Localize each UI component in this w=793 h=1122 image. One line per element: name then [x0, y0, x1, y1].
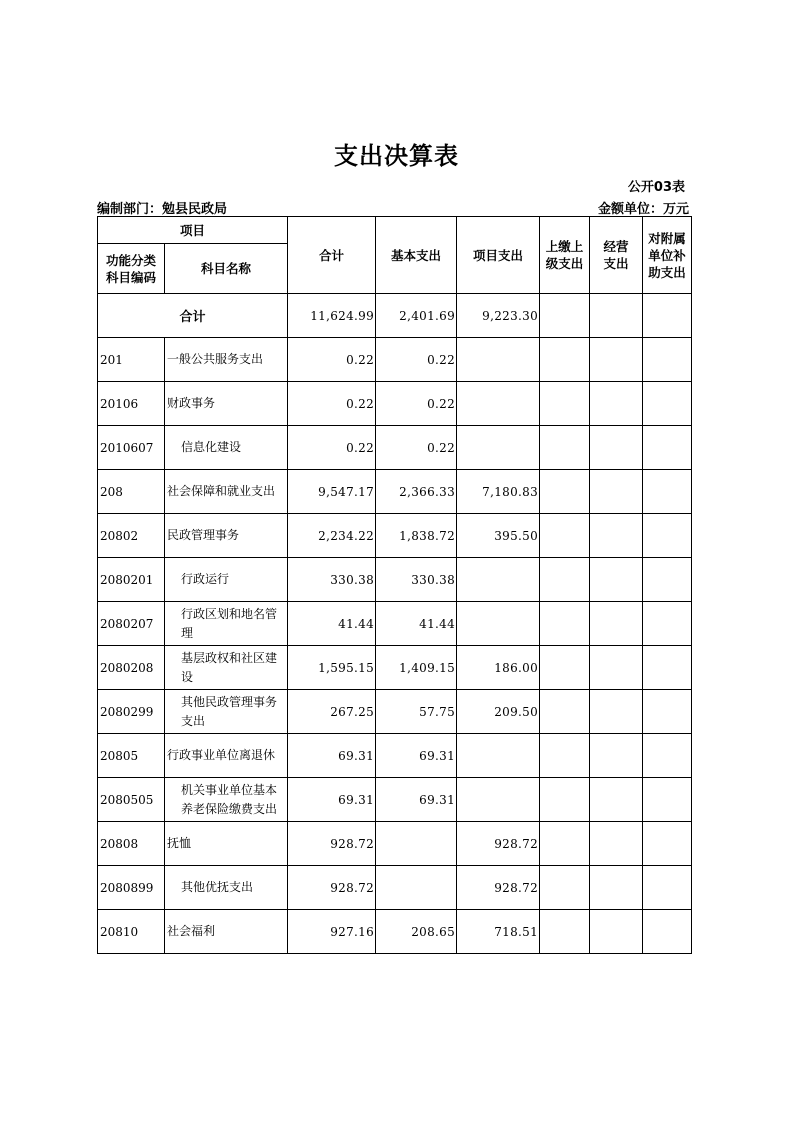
table-row [98, 822, 692, 866]
row-upper [540, 514, 590, 558]
row-total: 41.44 [288, 602, 376, 646]
header-subsidy: 对附属单位补助支出 [643, 217, 692, 294]
row-upper [540, 690, 590, 734]
department-label: 编制部门：勉县民政局 [97, 202, 228, 217]
header-upper: 上缴上级支出 [540, 217, 590, 294]
total-operating [590, 294, 643, 338]
row-operating [590, 426, 643, 470]
row-subsidy [643, 514, 692, 558]
row-operating [590, 514, 643, 558]
table-row [98, 426, 692, 470]
row-project [457, 382, 540, 426]
row-code: 2010607 [98, 426, 165, 470]
row-subsidy [643, 822, 692, 866]
row-operating [590, 690, 643, 734]
table-row [98, 910, 692, 954]
row-subsidy [643, 646, 692, 690]
row-project [457, 602, 540, 646]
row-code: 2080299 [98, 690, 165, 734]
row-operating [590, 778, 643, 822]
row-project: 928.72 [457, 866, 540, 910]
row-operating [590, 470, 643, 514]
row-project: 928.72 [457, 822, 540, 866]
row-basic: 0.22 [376, 382, 457, 426]
row-project: 209.50 [457, 690, 540, 734]
row-upper [540, 602, 590, 646]
row-subsidy [643, 910, 692, 954]
row-name: 社会保障和就业支出 [165, 470, 288, 514]
row-total: 927.16 [288, 910, 376, 954]
row-code: 201 [98, 338, 165, 382]
total-subsidy [643, 294, 692, 338]
row-basic: 0.22 [376, 426, 457, 470]
row-subsidy [643, 382, 692, 426]
header-total: 合计 [288, 217, 376, 294]
row-subsidy [643, 558, 692, 602]
row-operating [590, 866, 643, 910]
row-project [457, 778, 540, 822]
row-basic: 41.44 [376, 602, 457, 646]
row-project: 7,180.83 [457, 470, 540, 514]
total-upper [540, 294, 590, 338]
row-name: 行政区划和地名管理 [165, 602, 288, 646]
row-code: 2080208 [98, 646, 165, 690]
row-total: 267.25 [288, 690, 376, 734]
row-code: 20808 [98, 822, 165, 866]
table-row [98, 602, 692, 646]
row-upper [540, 778, 590, 822]
row-basic: 0.22 [376, 338, 457, 382]
row-upper [540, 646, 590, 690]
row-upper [540, 734, 590, 778]
row-name: 信息化建设 [165, 426, 288, 470]
row-basic: 208.65 [376, 910, 457, 954]
table-row [98, 470, 692, 514]
row-total: 69.31 [288, 734, 376, 778]
row-total: 9,547.17 [288, 470, 376, 514]
row-name: 机关事业单位基本养老保险缴费支出 [165, 778, 288, 822]
row-project: 718.51 [457, 910, 540, 954]
page-title: 支出决算表 [334, 142, 459, 170]
row-upper [540, 866, 590, 910]
table-row [98, 778, 692, 822]
row-total: 0.22 [288, 382, 376, 426]
row-total: 928.72 [288, 866, 376, 910]
row-upper [540, 910, 590, 954]
row-project [457, 558, 540, 602]
row-basic: 1,409.15 [376, 646, 457, 690]
row-basic: 69.31 [376, 778, 457, 822]
row-basic: 330.38 [376, 558, 457, 602]
row-code: 2080505 [98, 778, 165, 822]
table-row [98, 690, 692, 734]
row-name: 社会福利 [165, 910, 288, 954]
header-code: 功能分类科目编码 [98, 244, 165, 294]
total-project: 9,223.30 [457, 294, 540, 338]
row-project: 395.50 [457, 514, 540, 558]
row-subsidy [643, 690, 692, 734]
expenditure-table [97, 216, 692, 954]
total-label: 合计 [98, 294, 288, 338]
row-operating [590, 382, 643, 426]
row-code: 20805 [98, 734, 165, 778]
row-code: 20810 [98, 910, 165, 954]
row-operating [590, 822, 643, 866]
table-row [98, 866, 692, 910]
row-name: 基层政权和社区建设 [165, 646, 288, 690]
row-upper [540, 382, 590, 426]
row-basic: 57.75 [376, 690, 457, 734]
table-row [98, 338, 692, 382]
row-code: 2080207 [98, 602, 165, 646]
row-code: 20802 [98, 514, 165, 558]
row-project [457, 426, 540, 470]
table-row [98, 382, 692, 426]
row-name: 其他民政管理事务支出 [165, 690, 288, 734]
row-name: 民政管理事务 [165, 514, 288, 558]
row-total: 330.38 [288, 558, 376, 602]
row-subsidy [643, 866, 692, 910]
row-upper [540, 426, 590, 470]
row-operating [590, 910, 643, 954]
table-row [98, 514, 692, 558]
row-code: 2080201 [98, 558, 165, 602]
row-total: 69.31 [288, 778, 376, 822]
row-total: 0.22 [288, 426, 376, 470]
unit-label: 金额单位：万元 [597, 202, 689, 217]
row-subsidy [643, 602, 692, 646]
row-total: 2,234.22 [288, 514, 376, 558]
row-operating [590, 558, 643, 602]
total-basic: 2,401.69 [376, 294, 457, 338]
table-row [98, 734, 692, 778]
row-upper [540, 822, 590, 866]
header-name: 科目名称 [165, 244, 288, 294]
row-name: 行政运行 [165, 558, 288, 602]
row-name: 其他优抚支出 [165, 866, 288, 910]
row-project [457, 338, 540, 382]
row-name: 抚恤 [165, 822, 288, 866]
row-upper [540, 470, 590, 514]
row-code: 2080899 [98, 866, 165, 910]
row-basic [376, 822, 457, 866]
row-subsidy [643, 778, 692, 822]
header-operating: 经营支出 [590, 217, 643, 294]
row-basic: 2,366.33 [376, 470, 457, 514]
row-basic [376, 866, 457, 910]
row-name: 一般公共服务支出 [165, 338, 288, 382]
row-total: 928.72 [288, 822, 376, 866]
total-amount: 11,624.99 [288, 294, 376, 338]
total-row [98, 294, 692, 338]
row-code: 208 [98, 470, 165, 514]
row-operating [590, 646, 643, 690]
row-operating [590, 338, 643, 382]
form-number: 公开03表 [627, 180, 685, 195]
row-name: 行政事业单位离退休 [165, 734, 288, 778]
header-item: 项目 [98, 217, 288, 244]
row-basic: 69.31 [376, 734, 457, 778]
row-basic: 1,838.72 [376, 514, 457, 558]
row-subsidy [643, 734, 692, 778]
row-subsidy [643, 470, 692, 514]
header-project: 项目支出 [457, 217, 540, 294]
row-project [457, 734, 540, 778]
row-total: 1,595.15 [288, 646, 376, 690]
header-basic: 基本支出 [376, 217, 457, 294]
row-subsidy [643, 426, 692, 470]
table-row [98, 558, 692, 602]
row-upper [540, 338, 590, 382]
row-operating [590, 734, 643, 778]
row-total: 0.22 [288, 338, 376, 382]
row-operating [590, 602, 643, 646]
row-subsidy [643, 338, 692, 382]
row-name: 财政事务 [165, 382, 288, 426]
row-project: 186.00 [457, 646, 540, 690]
row-upper [540, 558, 590, 602]
row-code: 20106 [98, 382, 165, 426]
table-row [98, 646, 692, 690]
